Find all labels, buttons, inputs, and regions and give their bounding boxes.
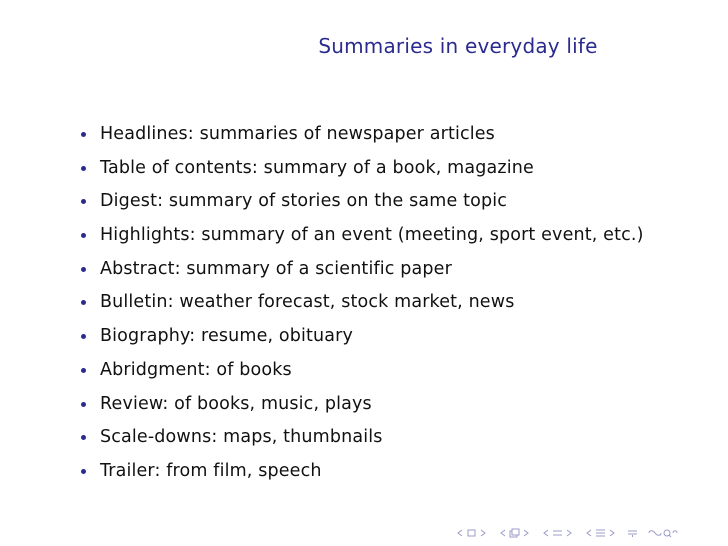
bullet-icon [81, 300, 86, 305]
search-nav-group [648, 528, 678, 538]
list-item [80, 189, 644, 223]
slide-next-icon[interactable] [477, 528, 488, 538]
list-item-label: Scale-downs: maps, thumbnails [100, 427, 383, 448]
list-item [80, 122, 644, 156]
align-icon[interactable] [627, 528, 638, 538]
list-item-label: Review: of books, music, plays [100, 393, 372, 414]
frame-nav-group [498, 528, 531, 538]
list-item-label: Highlights: summary of an event (meeting, sport event, etc.) [100, 225, 644, 246]
list-item [80, 156, 644, 190]
align-nav-group [627, 528, 638, 538]
search-icon[interactable] [648, 528, 678, 538]
bullet-icon [81, 435, 86, 440]
list-item-label: Digest: summary of stories on the same topic [100, 191, 508, 212]
subsection-prev-icon[interactable] [541, 528, 552, 538]
list-item-label: Abridgment: of books [100, 359, 292, 380]
bullet-list [80, 122, 644, 493]
list-item [80, 324, 644, 358]
bullet-icon [81, 267, 86, 272]
list-item-label: Headlines: summaries of newspaper articles [100, 124, 495, 144]
slide-nav-group [455, 528, 488, 538]
list-item [80, 459, 644, 493]
frame-icon [509, 528, 520, 538]
bullet-icon [81, 233, 86, 238]
slide-title: Summaries in everyday life [318, 34, 598, 58]
list-item [80, 257, 644, 291]
section-prev-icon[interactable] [584, 528, 595, 538]
frame-next-icon[interactable] [520, 528, 531, 538]
bullet-icon [81, 199, 86, 204]
bullet-icon [81, 166, 86, 171]
list-item [80, 392, 644, 426]
bullet-icon [81, 132, 86, 137]
bullet-icon [81, 368, 86, 373]
list-item-label: Table of contents: summary of a book, magazine [100, 157, 534, 178]
bullet-icon [81, 469, 86, 474]
frame-prev-icon[interactable] [498, 528, 509, 538]
subsection-next-icon[interactable] [563, 528, 574, 538]
bullet-icon [81, 402, 86, 407]
beamer-navigation-bar [455, 526, 688, 540]
subsection-nav-group [541, 528, 574, 538]
list-item-label: Biography: resume, obituary [100, 326, 354, 347]
list-item [80, 223, 644, 257]
slide-prev-icon[interactable] [455, 528, 466, 538]
slide-icon [466, 528, 477, 538]
list-item-label: Bulletin: weather forecast, stock market, news [100, 292, 515, 313]
bullet-icon [81, 334, 86, 339]
section-next-icon[interactable] [606, 528, 617, 538]
list-item [80, 358, 644, 392]
list-item-label: Abstract: summary of a scientific paper [100, 258, 452, 279]
list-item-label: Trailer: from film, speech [100, 460, 322, 481]
subsection-icon [552, 528, 563, 538]
list-item [80, 425, 644, 459]
list-item [80, 290, 644, 324]
section-nav-group [584, 528, 617, 538]
section-icon [595, 528, 606, 538]
